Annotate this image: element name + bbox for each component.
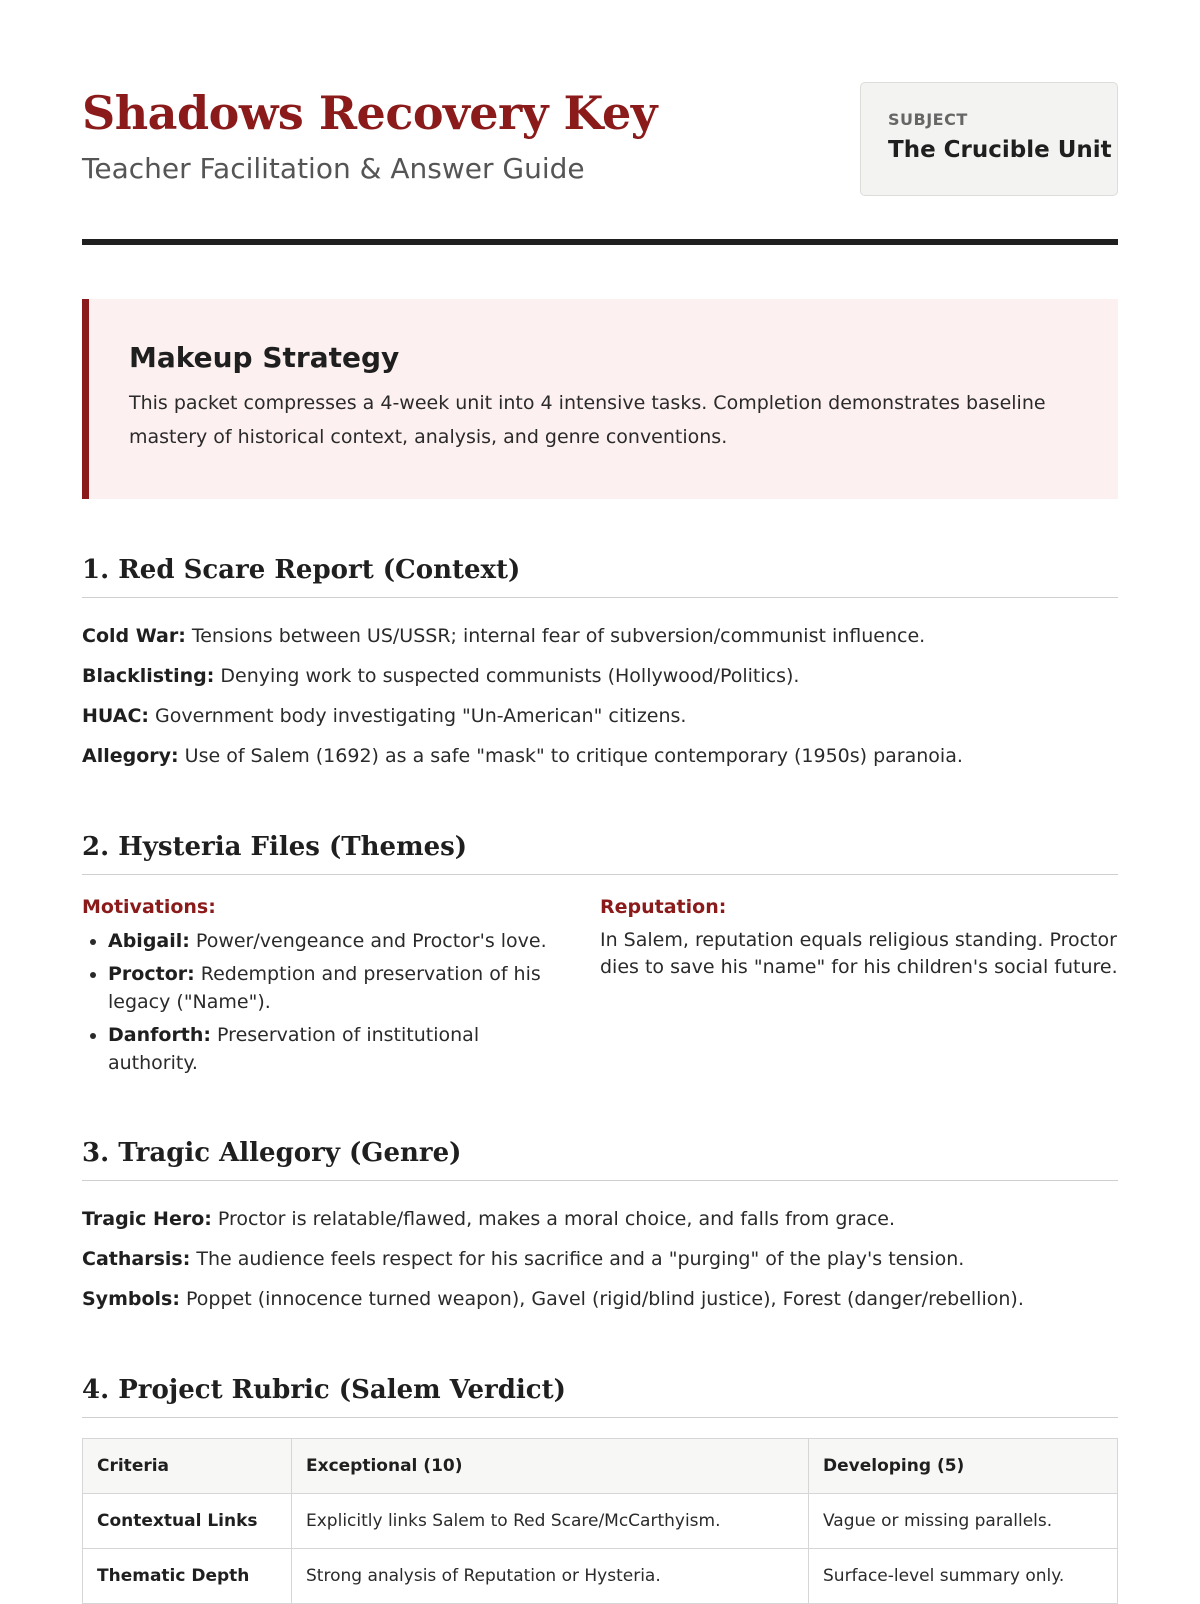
context-item <box>82 696 1118 736</box>
list-item <box>108 1021 560 1077</box>
genre-item <box>82 1239 1118 1279</box>
column-header: Exceptional (10) <box>292 1439 809 1494</box>
strategy-text: This packet compresses a 4-week unit into 4 intensive tasks. Completion demonstrates baseline mastery of historical context, analysis, and genre conventions. <box>129 392 1046 448</box>
reputation-column <box>600 893 1118 1082</box>
subject-box <box>860 82 1118 196</box>
makeup-strategy-callout <box>82 299 1118 499</box>
table-cell: Contextual Links <box>83 1494 292 1549</box>
table-header-row <box>83 1439 1118 1494</box>
term-definition: Denying work to suspected communists (Hollywood/Politics). <box>214 665 800 687</box>
subject-value: The Crucible Unit <box>888 137 1112 163</box>
term-label: Danforth: <box>108 1024 212 1046</box>
context-item <box>82 656 1118 696</box>
motivations-list <box>82 927 560 1077</box>
term-label: Allegory: <box>82 745 179 767</box>
rubric-table <box>82 1438 1118 1604</box>
table-cell: Strong analysis of Reputation or Hysteria. <box>292 1549 809 1604</box>
term-definition: Use of Salem (1692) as a safe "mask" to critique contemporary (1950s) paranoia. <box>178 745 963 767</box>
table-row <box>83 1494 1118 1549</box>
term-label: Cold War: <box>82 625 186 647</box>
table-cell: Surface-level summary only. <box>809 1549 1118 1604</box>
section-rubric <box>82 1375 1118 1604</box>
list-item <box>108 960 560 1016</box>
list-item <box>108 927 560 955</box>
reputation-heading: Reputation: <box>600 896 727 918</box>
motivations-heading: Motivations: <box>82 896 216 918</box>
term-label: Abigail: <box>108 930 190 952</box>
term-definition: Poppet (innocence turned weapon), Gavel (rigid/blind justice), Forest (danger/rebellion). <box>179 1288 1024 1310</box>
section-tragic-allegory <box>82 1138 1118 1319</box>
term-definition: Government body investigating "Un-American" citizens. <box>149 705 687 727</box>
section-title: 1. Red Scare Report (Context) <box>82 555 1118 598</box>
term-definition: Redemption and preservation of his legacy ("Name"). <box>108 963 541 1013</box>
term-label: HUAC: <box>82 705 149 727</box>
term-definition: The audience feels respect for his sacrifice and a "purging" of the play's tension. <box>190 1248 965 1270</box>
genre-item <box>82 1279 1118 1319</box>
page-subtitle: Teacher Facilitation & Answer Guide <box>82 152 585 185</box>
table-cell: Thematic Depth <box>83 1549 292 1604</box>
column-header: Developing (5) <box>809 1439 1118 1494</box>
page-title: Shadows Recovery Key <box>82 86 657 140</box>
page-header <box>82 0 1118 245</box>
term-label: Proctor: <box>108 963 195 985</box>
section-title: 3. Tragic Allegory (Genre) <box>82 1138 1118 1181</box>
table-cell: Vague or missing parallels. <box>809 1494 1118 1549</box>
section-red-scare <box>82 555 1118 776</box>
term-definition: Tensions between US/USSR; internal fear of subversion/communist influence. <box>185 625 926 647</box>
context-item <box>82 616 1118 656</box>
motivations-column <box>82 893 600 1082</box>
section-hysteria <box>82 832 1118 1082</box>
section-title: 2. Hysteria Files (Themes) <box>82 832 1118 875</box>
subject-label: SUBJECT <box>888 110 968 129</box>
context-item <box>82 736 1118 776</box>
term-label: Tragic Hero: <box>82 1208 212 1230</box>
term-label: Catharsis: <box>82 1248 191 1270</box>
reputation-text: In Salem, reputation equals religious standing. Proctor dies to save his "name" for his children's social future. <box>600 929 1118 978</box>
section-title: 4. Project Rubric (Salem Verdict) <box>82 1375 1118 1418</box>
strategy-title: Makeup Strategy <box>129 341 400 374</box>
column-header: Criteria <box>83 1439 292 1494</box>
term-definition: Preservation of institutional authority. <box>108 1024 480 1074</box>
table-cell: Explicitly links Salem to Red Scare/McCarthyism. <box>292 1494 809 1549</box>
term-label: Symbols: <box>82 1288 180 1310</box>
term-label: Blacklisting: <box>82 665 215 687</box>
table-row <box>83 1549 1118 1604</box>
genre-item <box>82 1199 1118 1239</box>
term-definition: Proctor is relatable/flawed, makes a moral choice, and falls from grace. <box>211 1208 896 1230</box>
term-definition: Power/vengeance and Proctor's love. <box>189 930 547 952</box>
